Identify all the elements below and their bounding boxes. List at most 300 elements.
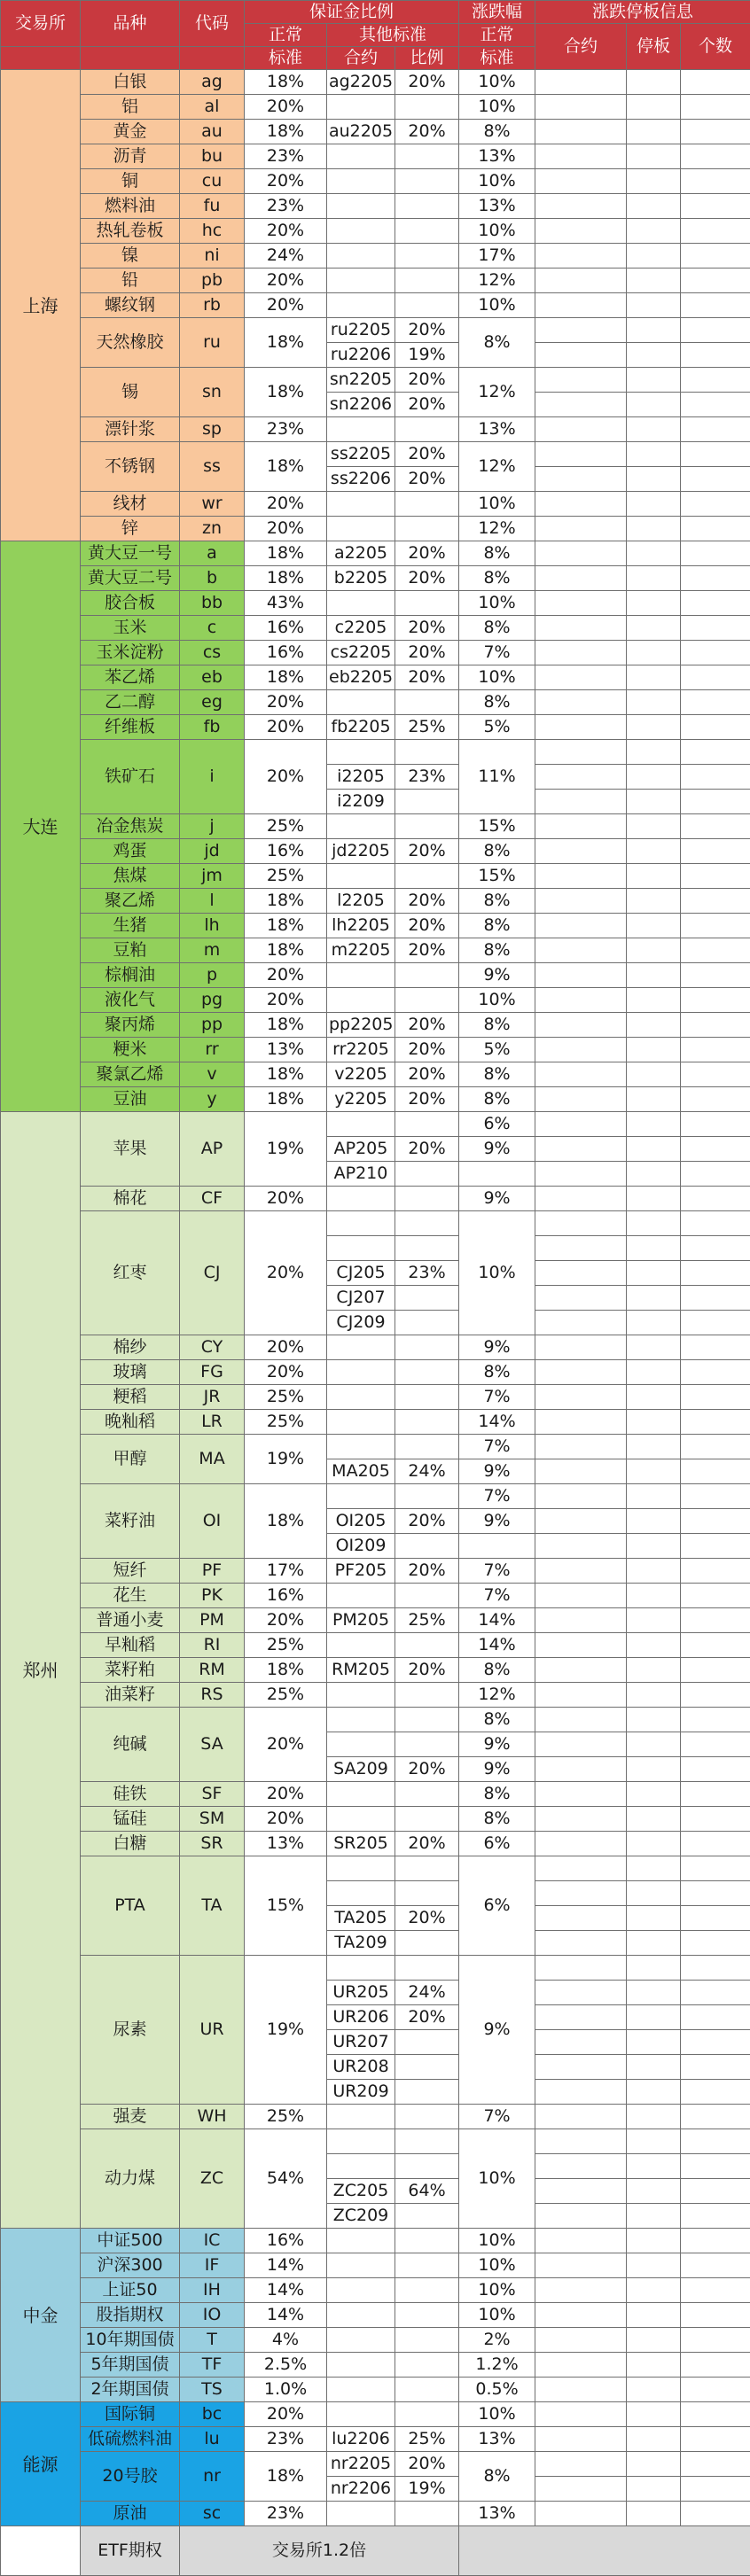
other-ratio [395, 1385, 459, 1410]
other-contract [327, 591, 395, 616]
limit-standard: 8% [459, 541, 535, 566]
info-contract [535, 1236, 627, 1261]
info-count [681, 1981, 750, 2005]
info-stop [627, 1335, 681, 1360]
other-ratio [395, 1931, 459, 1956]
info-count [681, 1410, 750, 1435]
info-contract [535, 2129, 627, 2154]
other-contract [327, 1708, 395, 1732]
info-contract [535, 1633, 627, 1658]
table-row [1, 1360, 750, 1385]
header-row-1 [1, 1, 750, 24]
limit-standard: 9% [459, 963, 535, 988]
info-count [681, 1534, 750, 1559]
limit-standard: 9% [459, 1509, 535, 1534]
table-row [1, 814, 750, 839]
limit-standard: 10% [459, 2129, 535, 2229]
margin-standard: 18% [245, 665, 327, 690]
info-count [681, 1435, 750, 1459]
other-ratio [395, 1187, 459, 1211]
info-contract [535, 343, 627, 368]
variety-code: au [180, 120, 245, 144]
header-ratio: 比例 [395, 47, 459, 70]
table-row [1, 318, 750, 343]
other-contract [327, 144, 395, 169]
variety-code: PF [180, 1559, 245, 1584]
info-count [681, 194, 750, 219]
margin-standard: 18% [245, 442, 327, 492]
info-count [681, 1832, 750, 1856]
info-stop [627, 1385, 681, 1410]
limit-standard: 5% [459, 715, 535, 740]
info-count [681, 2055, 750, 2080]
variety-code: ZC [180, 2129, 245, 2229]
info-contract [535, 914, 627, 938]
table-row [1, 1484, 750, 1509]
limit-standard: 7% [459, 1484, 535, 1509]
variety-code: wr [180, 492, 245, 517]
info-stop [627, 938, 681, 963]
other-contract [327, 2502, 395, 2526]
margin-standard: 18% [245, 938, 327, 963]
variety-code: RM [180, 1658, 245, 1683]
other-contract: RM205 [327, 1658, 395, 1683]
info-count [681, 1633, 750, 1658]
variety-name: 线材 [81, 492, 180, 517]
table-row [1, 541, 750, 566]
other-ratio [395, 1534, 459, 1559]
other-ratio [395, 2080, 459, 2105]
variety-name: 棉花 [81, 1187, 180, 1211]
limit-standard: 12% [459, 1683, 535, 1708]
margin-standard: 17% [245, 1559, 327, 1584]
variety-code: IO [180, 2303, 245, 2328]
other-ratio [395, 144, 459, 169]
limit-standard: 8% [459, 914, 535, 938]
margin-standard: 18% [245, 1062, 327, 1087]
info-contract [535, 641, 627, 665]
variety-code: ss [180, 442, 245, 492]
info-contract [535, 591, 627, 616]
other-ratio [395, 2328, 459, 2353]
info-count [681, 2080, 750, 2105]
info-count [681, 616, 750, 641]
info-contract [535, 938, 627, 963]
info-count [681, 1013, 750, 1038]
info-count [681, 715, 750, 740]
other-ratio [395, 790, 459, 814]
limit-standard: 15% [459, 814, 535, 839]
other-ratio: 20% [395, 641, 459, 665]
info-contract [535, 1112, 627, 1137]
other-contract: PF205 [327, 1559, 395, 1584]
other-contract: ZC209 [327, 2204, 395, 2229]
variety-code: b [180, 566, 245, 591]
variety-code: sp [180, 417, 245, 442]
info-stop [627, 1509, 681, 1534]
table-row [1, 2378, 750, 2402]
info-contract [535, 467, 627, 492]
variety-name: 黄金 [81, 120, 180, 144]
info-stop [627, 690, 681, 715]
info-stop [627, 368, 681, 393]
info-contract [535, 1732, 627, 1757]
variety-code: T [180, 2328, 245, 2353]
variety-name: 不锈钢 [81, 442, 180, 492]
table-row [1, 665, 750, 690]
margin-standard: 18% [245, 120, 327, 144]
info-contract [535, 566, 627, 591]
info-stop [627, 1286, 681, 1311]
variety-code: OI [180, 1484, 245, 1559]
table-row [1, 1832, 750, 1856]
limit-standard: 13% [459, 2502, 535, 2526]
table-row [1, 244, 750, 268]
margin-standard: 54% [245, 2129, 327, 2229]
table-row [1, 517, 750, 541]
info-count [681, 318, 750, 343]
info-stop [627, 70, 681, 95]
table-row [1, 1608, 750, 1633]
variety-code: i [180, 740, 245, 814]
info-count [681, 740, 750, 765]
variety-code: bb [180, 591, 245, 616]
other-ratio: 20% [395, 839, 459, 864]
info-contract [535, 1311, 627, 1335]
exchange-cell: 能源 [1, 2402, 81, 2526]
variety-name: 白糖 [81, 1832, 180, 1856]
other-ratio [395, 2253, 459, 2278]
info-count [681, 2353, 750, 2378]
info-contract [535, 1708, 627, 1732]
info-count [681, 1757, 750, 1782]
variety-name: 铝 [81, 95, 180, 120]
info-contract [535, 2105, 627, 2129]
variety-code: JR [180, 1385, 245, 1410]
info-count [681, 1559, 750, 1584]
margin-standard: 20% [245, 1211, 327, 1335]
other-contract: UR205 [327, 1981, 395, 2005]
variety-name: 苹果 [81, 1112, 180, 1187]
other-contract [327, 1683, 395, 1708]
variety-code: cs [180, 641, 245, 665]
other-contract: UR208 [327, 2055, 395, 2080]
variety-code: bu [180, 144, 245, 169]
limit-standard: 13% [459, 194, 535, 219]
info-stop [627, 194, 681, 219]
info-stop [627, 343, 681, 368]
limit-standard: 12% [459, 517, 535, 541]
margin-standard: 18% [245, 2452, 327, 2502]
other-ratio [395, 814, 459, 839]
info-stop [627, 417, 681, 442]
variety-code: y [180, 1087, 245, 1112]
other-contract [327, 2129, 395, 2154]
table-row [1, 1112, 750, 1137]
limit-standard: 10% [459, 2278, 535, 2303]
other-contract [327, 1187, 395, 1211]
variety-code: sc [180, 2502, 245, 2526]
info-count [681, 2105, 750, 2129]
margin-standard: 18% [245, 1658, 327, 1683]
limit-standard: 8% [459, 318, 535, 368]
info-contract [535, 2030, 627, 2055]
limit-standard: 9% [459, 1335, 535, 1360]
limit-standard: 10% [459, 70, 535, 95]
variety-code: zn [180, 517, 245, 541]
margin-standard: 18% [245, 566, 327, 591]
other-ratio: 24% [395, 1459, 459, 1484]
info-stop [627, 1410, 681, 1435]
variety-name: 短纤 [81, 1559, 180, 1584]
other-contract: m2205 [327, 938, 395, 963]
info-contract [535, 2154, 627, 2179]
other-contract [327, 244, 395, 268]
variety-code: fu [180, 194, 245, 219]
other-contract [327, 219, 395, 244]
info-count [681, 1360, 750, 1385]
other-ratio [395, 95, 459, 120]
variety-code: IC [180, 2229, 245, 2253]
other-ratio: 20% [395, 1832, 459, 1856]
info-stop [627, 1956, 681, 1981]
info-contract [535, 1906, 627, 1931]
limit-standard: 8% [459, 1087, 535, 1112]
info-contract [535, 988, 627, 1013]
table-row [1, 1435, 750, 1459]
info-count [681, 343, 750, 368]
table-row [1, 1211, 750, 1236]
info-stop [627, 1732, 681, 1757]
info-stop [627, 1435, 681, 1459]
variety-name: 动力煤 [81, 2129, 180, 2229]
table-row [1, 566, 750, 591]
margin-standard: 14% [245, 2278, 327, 2303]
info-contract [535, 2179, 627, 2204]
limit-standard: 8% [459, 120, 535, 144]
variety-code: ni [180, 244, 245, 268]
table-row [1, 194, 750, 219]
limit-standard: 10% [459, 2253, 535, 2278]
table-row [1, 591, 750, 616]
info-contract [535, 740, 627, 765]
info-contract [535, 1435, 627, 1459]
info-count [681, 1087, 750, 1112]
other-contract [327, 1956, 395, 1981]
info-contract [535, 2055, 627, 2080]
table-row [1, 2427, 750, 2452]
info-count [681, 169, 750, 194]
info-stop [627, 169, 681, 194]
info-count [681, 120, 750, 144]
info-stop [627, 963, 681, 988]
other-contract [327, 417, 395, 442]
other-contract [327, 1633, 395, 1658]
info-contract [535, 144, 627, 169]
variety-code: a [180, 541, 245, 566]
margin-standard: 18% [245, 1484, 327, 1559]
other-contract: au2205 [327, 120, 395, 144]
variety-code: c [180, 616, 245, 641]
info-stop [627, 839, 681, 864]
header-exchange-fill [1, 47, 81, 70]
info-stop [627, 2005, 681, 2030]
other-ratio [395, 2055, 459, 2080]
info-count [681, 2452, 750, 2477]
other-contract: sn2205 [327, 368, 395, 393]
variety-code: FG [180, 1360, 245, 1385]
other-contract [327, 2402, 395, 2427]
info-stop [627, 2080, 681, 2105]
limit-standard: 12% [459, 368, 535, 417]
other-ratio: 24% [395, 1981, 459, 2005]
info-contract [535, 2427, 627, 2452]
info-count [681, 1956, 750, 1981]
table-row [1, 715, 750, 740]
variety-code: ag [180, 70, 245, 95]
other-contract: b2205 [327, 566, 395, 591]
margin-standard: 13% [245, 1038, 327, 1062]
limit-standard: 2% [459, 2328, 535, 2353]
other-ratio: 20% [395, 889, 459, 914]
info-contract [535, 120, 627, 144]
other-contract: CJ207 [327, 1286, 395, 1311]
variety-code: TF [180, 2353, 245, 2378]
other-contract [327, 1484, 395, 1509]
margin-standard: 24% [245, 244, 327, 268]
info-contract [535, 417, 627, 442]
info-stop [627, 1931, 681, 1956]
margin-standard: 15% [245, 1856, 327, 1956]
other-ratio [395, 1435, 459, 1459]
other-ratio [395, 244, 459, 268]
info-stop [627, 1683, 681, 1708]
margin-standard: 25% [245, 864, 327, 889]
table-row [1, 1956, 750, 1981]
variety-code: TS [180, 2378, 245, 2402]
header-variety: 品种 [81, 1, 180, 47]
exchange-cell: 中金 [1, 2229, 81, 2402]
other-contract [327, 2303, 395, 2328]
variety-code: SA [180, 1708, 245, 1782]
info-contract [535, 715, 627, 740]
table-row [1, 864, 750, 889]
margin-standard: 20% [245, 1807, 327, 1832]
info-contract [535, 765, 627, 790]
header-margin-standard: 标准 [245, 47, 327, 70]
other-ratio [395, 219, 459, 244]
info-count [681, 2179, 750, 2204]
info-count [681, 790, 750, 814]
header-info-stop: 停板 [627, 24, 681, 70]
other-ratio: 20% [395, 616, 459, 641]
other-contract: ru2205 [327, 318, 395, 343]
limit-standard: 8% [459, 1708, 535, 1732]
info-count [681, 814, 750, 839]
limit-standard [459, 1162, 535, 1187]
variety-name: 中证500 [81, 2229, 180, 2253]
other-contract [327, 2229, 395, 2253]
variety-name: 苯乙烯 [81, 665, 180, 690]
info-stop [627, 740, 681, 765]
info-count [681, 988, 750, 1013]
limit-standard: 13% [459, 2427, 535, 2452]
other-ratio: 20% [395, 914, 459, 938]
table-row [1, 1584, 750, 1608]
variety-name: 乙二醇 [81, 690, 180, 715]
info-count [681, 1062, 750, 1087]
table-row [1, 2328, 750, 2353]
margin-standard: 16% [245, 641, 327, 665]
info-contract [535, 1162, 627, 1187]
variety-name: 国际铜 [81, 2402, 180, 2427]
limit-standard: 9% [459, 1757, 535, 1782]
variety-code: lu [180, 2427, 245, 2452]
variety-name: 豆油 [81, 1087, 180, 1112]
info-stop [627, 591, 681, 616]
other-ratio: 19% [395, 2477, 459, 2502]
info-contract [535, 1360, 627, 1385]
table-row [1, 1683, 750, 1708]
info-stop [627, 1360, 681, 1385]
other-ratio: 20% [395, 318, 459, 343]
info-count [681, 765, 750, 790]
header-margin-ratio: 保证金比例 [245, 1, 459, 24]
limit-standard: 10% [459, 293, 535, 318]
table-row [1, 740, 750, 765]
info-stop [627, 144, 681, 169]
table-row [1, 442, 750, 467]
margin-standard: 43% [245, 591, 327, 616]
variety-name: 10年期国债 [81, 2328, 180, 2353]
info-count [681, 1137, 750, 1162]
other-ratio: 20% [395, 2005, 459, 2030]
info-contract [535, 368, 627, 393]
margin-standard: 18% [245, 541, 327, 566]
info-contract [535, 1509, 627, 1534]
other-contract [327, 1435, 395, 1459]
limit-standard: 7% [459, 641, 535, 665]
info-count [681, 914, 750, 938]
other-contract: l2205 [327, 889, 395, 914]
info-contract [535, 1956, 627, 1981]
info-contract [535, 1335, 627, 1360]
other-ratio: 20% [395, 467, 459, 492]
variety-code: lh [180, 914, 245, 938]
info-contract [535, 219, 627, 244]
variety-name: 镍 [81, 244, 180, 268]
info-stop [627, 1236, 681, 1261]
header-variety-fill [81, 47, 180, 70]
margin-standard: 20% [245, 268, 327, 293]
other-ratio [395, 1311, 459, 1335]
variety-code: LR [180, 1410, 245, 1435]
other-contract: i2209 [327, 790, 395, 814]
variety-code: pb [180, 268, 245, 293]
other-contract [327, 1211, 395, 1236]
info-contract [535, 1856, 627, 1881]
info-stop [627, 1832, 681, 1856]
limit-standard [459, 1534, 535, 1559]
table-row [1, 169, 750, 194]
variety-name: 红枣 [81, 1211, 180, 1335]
variety-code: CF [180, 1187, 245, 1211]
info-contract [535, 1087, 627, 1112]
variety-name: 锡 [81, 368, 180, 417]
table-row [1, 839, 750, 864]
other-ratio [395, 1782, 459, 1807]
info-stop [627, 1584, 681, 1608]
